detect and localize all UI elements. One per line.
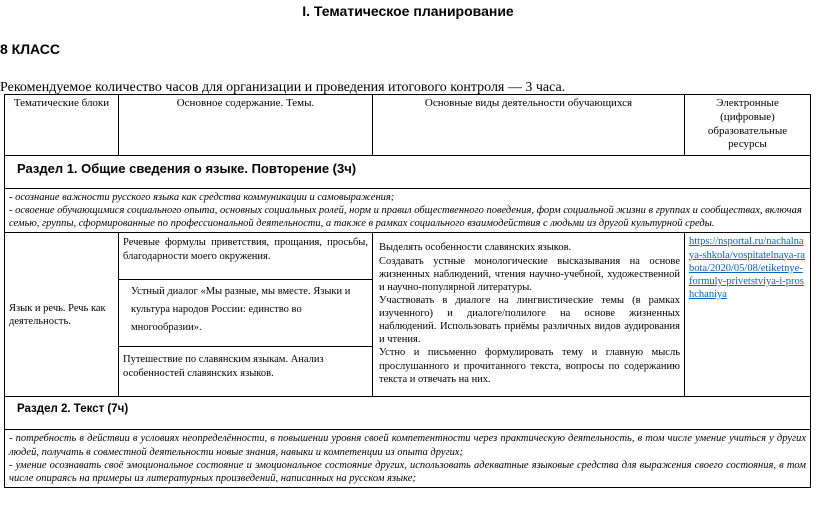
thematic-block: Язык и речь. Речь как деятельность. [5, 233, 119, 397]
content-topic-2: Устный диалог «Мы разные, мы вместе. Языки и культура народов России: единство во многообразии». [119, 280, 372, 347]
content-topic-3: Путешествие по славянским языкам. Анализ особенностей славянских языков. [123, 354, 324, 379]
content-topic-1: Речевые формулы приветствия, прощания, просьбы, благодарности моего окружения. [119, 233, 372, 280]
planning-table [4, 94, 811, 488]
section-2-row [5, 397, 811, 430]
goal-item: - умение осознавать своё эмоциональное состояние и эмоциональное состояние других, использовать адекватные языковые средства для выражения своего состояния, в том числе опираясь на примеры из литературных произведений, написанных на русском языке; [9, 459, 806, 484]
section-1-goals-row [5, 189, 811, 233]
goal-item: - осознание важности русского языка как средства коммуникации и самовыражения; [9, 192, 395, 203]
activities-cell [373, 233, 685, 397]
activity-item: Участвовать в диалоге на лингвистические темы (в рамках изученного) и диалоге/полилоге на основе жизненных наблюдений. Использовать приёмы различных видов аудирования и чтения. [379, 294, 680, 346]
goal-item: - освоение обучающимися социального опыта, основных социальных ролей, норм и правил общественного поведения, форм социальной жизни в группах и сообществах, включая семью, группы, сформированные по профессиональной деятельности, а также в рамках социального взаимодействия с людьми из другой культурной среды. [9, 205, 802, 230]
activity-item: Выделять особенности славянских языков. [379, 242, 572, 254]
header-activities: Основные виды деятельности обучающихся [373, 95, 685, 156]
content-cell [119, 233, 373, 397]
resources-cell [685, 233, 811, 397]
section-1-goals [5, 189, 811, 233]
resource-link[interactable]: https://nsportal.ru/nachalnaya-shkola/vospitatelnaya-rabota/2020/05/08/etiketnye-formuly-privetstviya-i-proshchaniya [689, 236, 806, 300]
table-header-row [5, 95, 811, 156]
section-2-goals-row [5, 430, 811, 488]
goal-item: - потребность в действии в условиях неопределённости, в повышении уровня своей компетентности через практическую деятельность, в том числе умение учиться у других людей, получать в совместной деятельности новые знания, навыки и компетенции из опыта других; [9, 433, 806, 458]
intro-text: Рекомендуемое количество часов для организации и проведения итогового контроля — 3 часа. [0, 80, 566, 95]
section-1-content-row [5, 233, 811, 397]
section-1-title: Раздел 1. Общие сведения о языке. Повторение (3ч) [5, 156, 811, 189]
header-resources: Электронные (цифровые) образовательные ресурсы [685, 95, 811, 156]
document-heading: I. Тематическое планирование [302, 3, 514, 19]
header-content: Основное содержание. Темы. [119, 95, 373, 156]
section-2-goals [5, 430, 811, 488]
section-1-row [5, 156, 811, 189]
section-2-title: Раздел 2. Текст (7ч) [5, 397, 811, 430]
activity-item: Устно и письменно формулировать тему и главную мысль прослушанного и прочитанного текста, вопросы по содержанию текста и отвечать на них. [379, 347, 680, 385]
grade-title: 8 КЛАСС [0, 41, 61, 57]
header-blocks: Тематические блоки [5, 95, 119, 156]
activity-item: Создавать устные монологические высказывания на основе жизненных наблюдений, чтения научно-учебной, художественной и научно-популярной литературы. [379, 255, 680, 293]
